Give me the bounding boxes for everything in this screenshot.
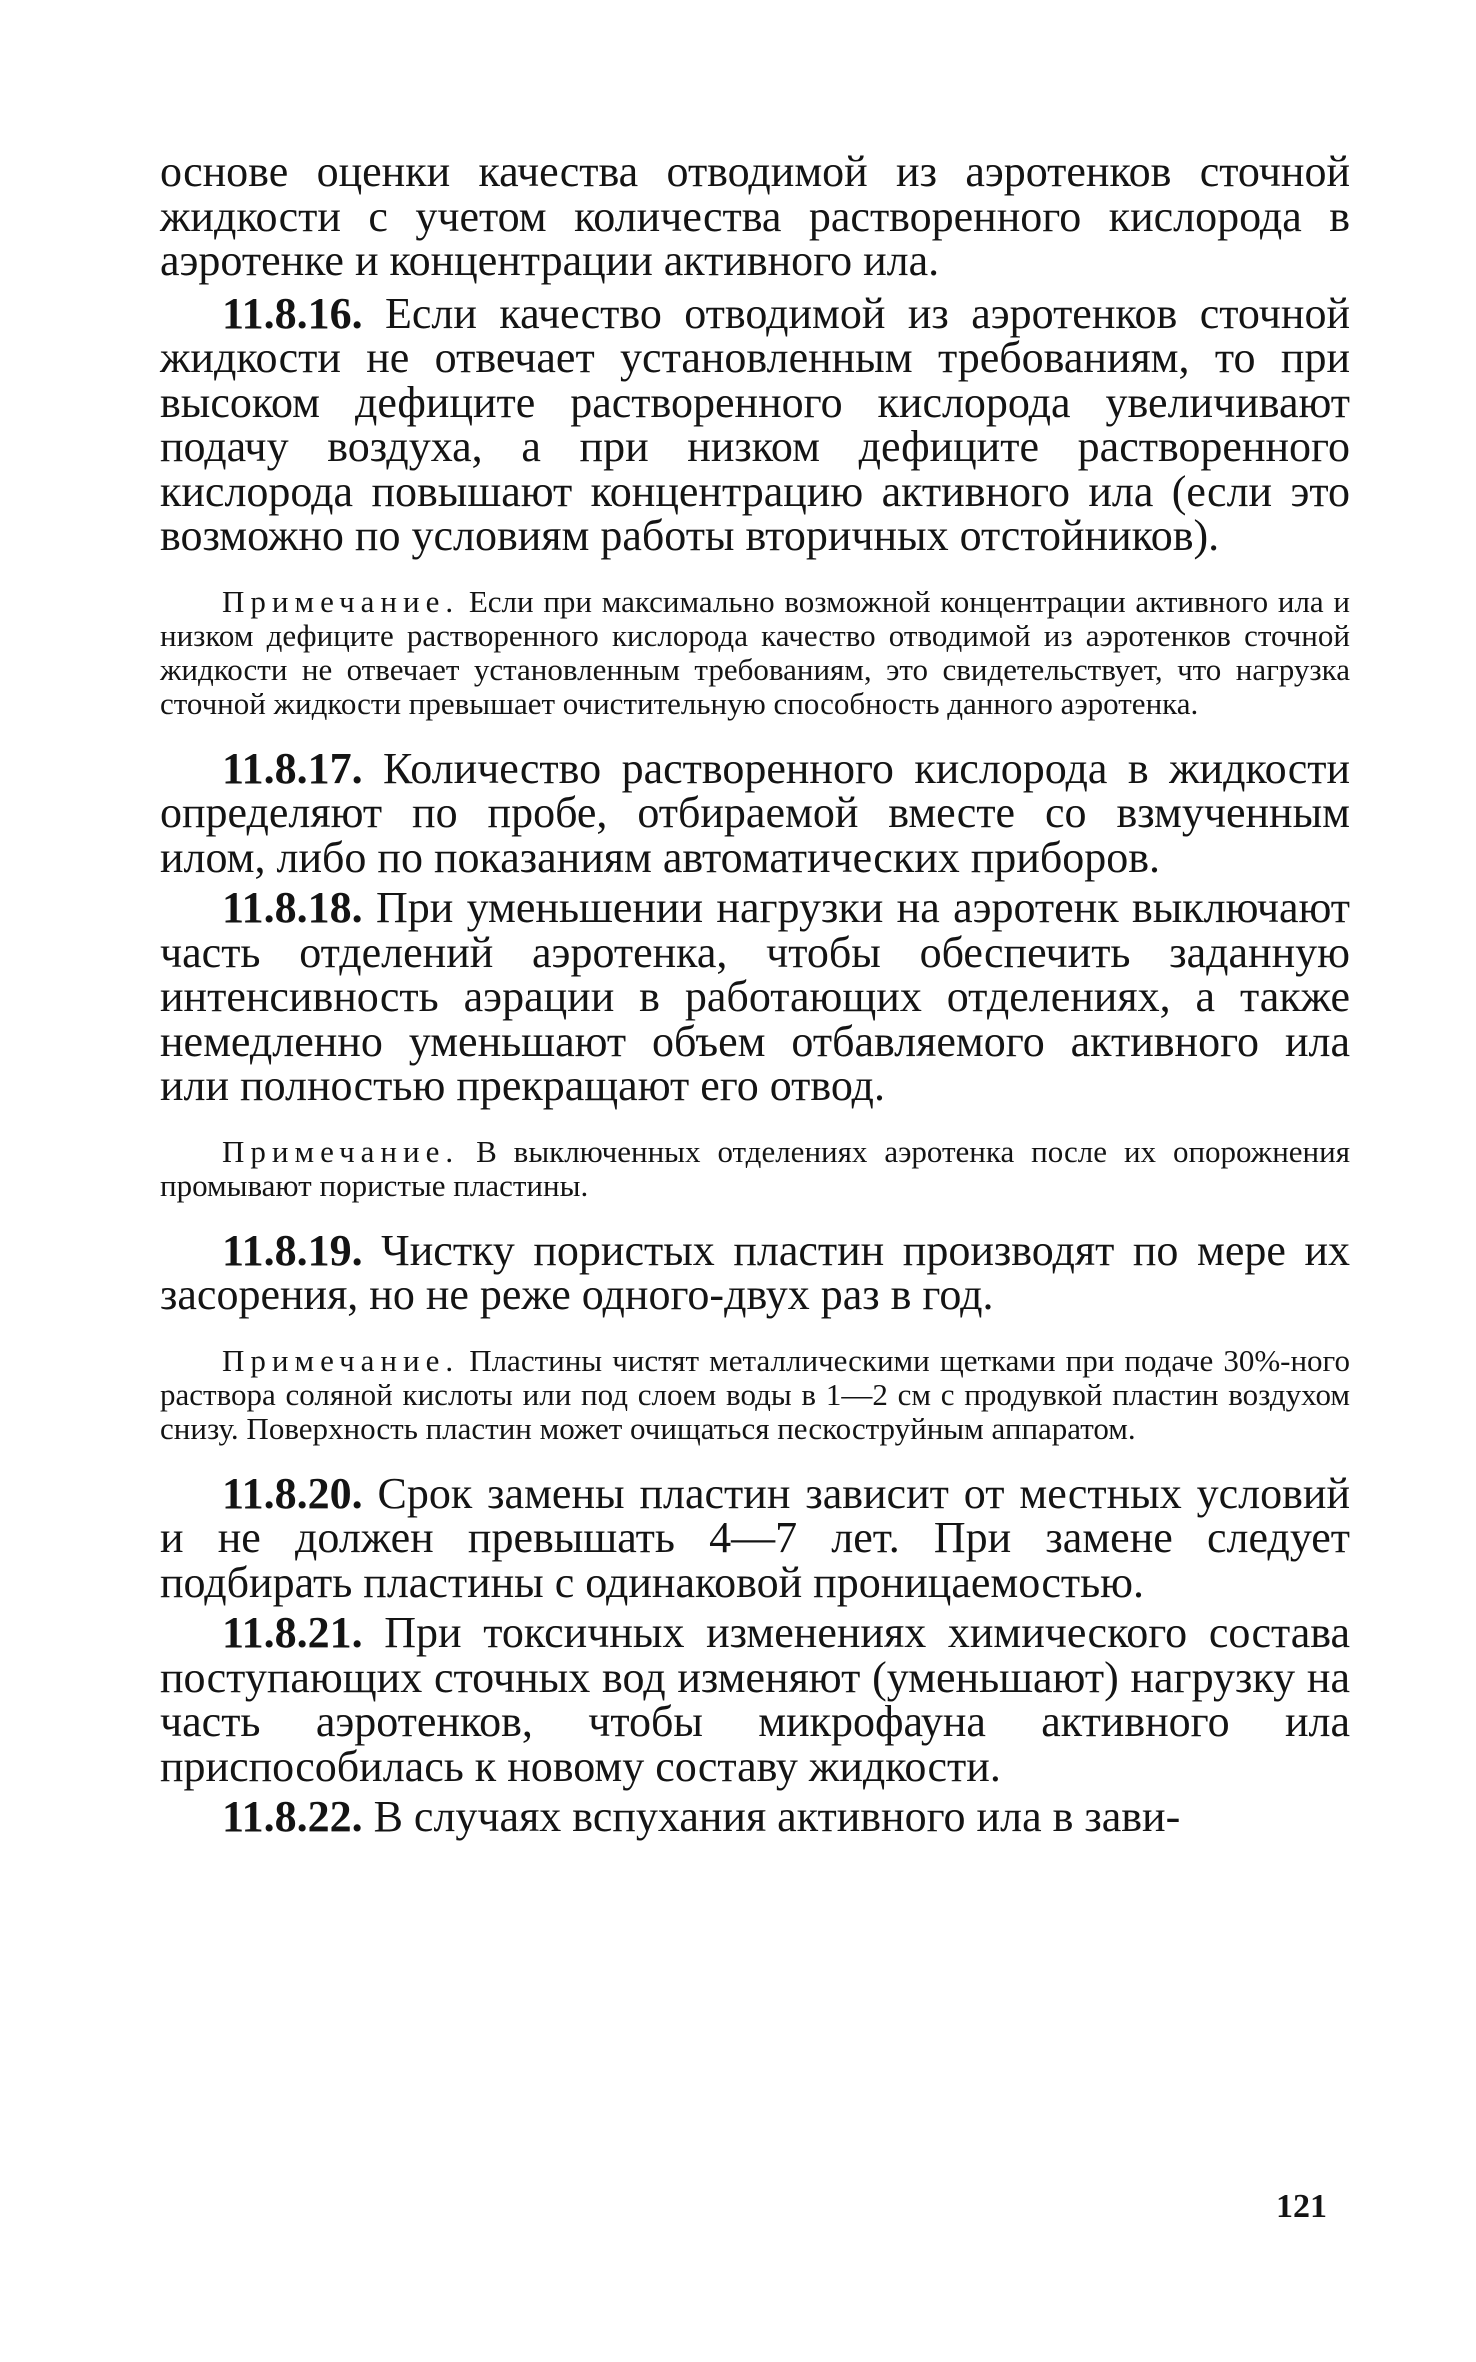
clause-text: Если качество отводимой из аэротенков сточной жидкости не отвечает установленным требованиям, то при высоком дефиците растворенного кислорода увеличивают подачу воздуха, а при низком дефиците растворенного кислорода повышают концентрацию активного ила (если это возможно по условиям работы вторичных отстойников).	[160, 288, 1350, 560]
clause-number: 11.8.20.	[222, 1468, 363, 1518]
note-label: Примечание.	[222, 1342, 460, 1378]
note-text: Если при максимально возможной концентрации активного ила и низком дефиците растворенного кислорода качество отводимой из аэротенков сточной жидкости не отвечает установленным требованиям, это свидетельствует, что нагрузка сточной жидкости превышает очистительную способность данного аэротенка.	[160, 583, 1350, 721]
clause-11-8-17	[160, 743, 1350, 882]
note-11-8-16	[160, 585, 1350, 721]
note-text: Пластины чистят металлическими щетками при подаче 30%-ного раствора соляной кислоты или под слоем воды в 1—2 см с продувкой пластин воздухом снизу. Поверхность пластин может очищаться пескоструйным аппаратом.	[160, 1342, 1350, 1446]
clause-number: 11.8.18.	[222, 883, 363, 932]
note-text: В выключенных отделениях аэротенка после их опорожнения промывают пористые пластины.	[160, 1133, 1350, 1203]
clause-text: Срок замены пластин зависит от местных условий и не должен превышать 4—7 лет. При замене следует подбирать пластины с одинаковой проницаемостью.	[160, 1468, 1350, 1607]
clause-11-8-19	[160, 1225, 1350, 1319]
clause-text: При токсичных изменениях химического состава поступающих сточных вод изменяют (уменьшают) нагрузку на часть аэротенков, чтобы микрофауна активного ила приспособилась к новому составу жидкости.	[160, 1608, 1350, 1791]
clause-number: 11.8.16.	[222, 288, 363, 338]
clause-number: 11.8.19.	[222, 1225, 363, 1275]
clause-text: В случаях вспухания активного ила в зави-	[373, 1792, 1181, 1841]
clause-11-8-22	[160, 1792, 1350, 1841]
clause-11-8-18	[160, 883, 1350, 1110]
clause-number: 11.8.22.	[222, 1792, 363, 1841]
clause-text: Количество растворенного кислорода в жидкости определяют по пробе, отбираемой вместе со взмученным илом, либо по показаниям автоматических приборов.	[160, 743, 1350, 882]
note-11-8-19	[160, 1344, 1350, 1446]
continuation-paragraph: основе оценки качества отводимой из аэротенков сточной жидкости с учетом количества растворенного кислорода в аэротенке и концентрации активного ила.	[160, 147, 1350, 285]
clause-11-8-21	[160, 1608, 1350, 1791]
clause-11-8-16	[160, 288, 1350, 560]
page-number: 121	[1276, 2188, 1327, 2225]
note-label: Примечание.	[222, 1133, 460, 1169]
clause-text: Чистку пористых пластин производят по мере их засорения, но не реже одного-двух раз в год.	[160, 1225, 1350, 1319]
clause-number: 11.8.17.	[222, 743, 363, 793]
clause-number: 11.8.21.	[222, 1608, 363, 1657]
clause-11-8-20	[160, 1468, 1350, 1607]
note-11-8-18	[160, 1135, 1350, 1203]
clause-text: При уменьшении нагрузки на аэротенк выключают часть отделений аэротенка, чтобы обеспечить заданную интенсивность аэрации в работающих отделениях, а также немедленно уменьшают объем отбавляемого активного ила или полностью прекращают его отвод.	[160, 883, 1350, 1110]
page-body	[160, 147, 1350, 1841]
note-label: Примечание.	[222, 583, 460, 619]
